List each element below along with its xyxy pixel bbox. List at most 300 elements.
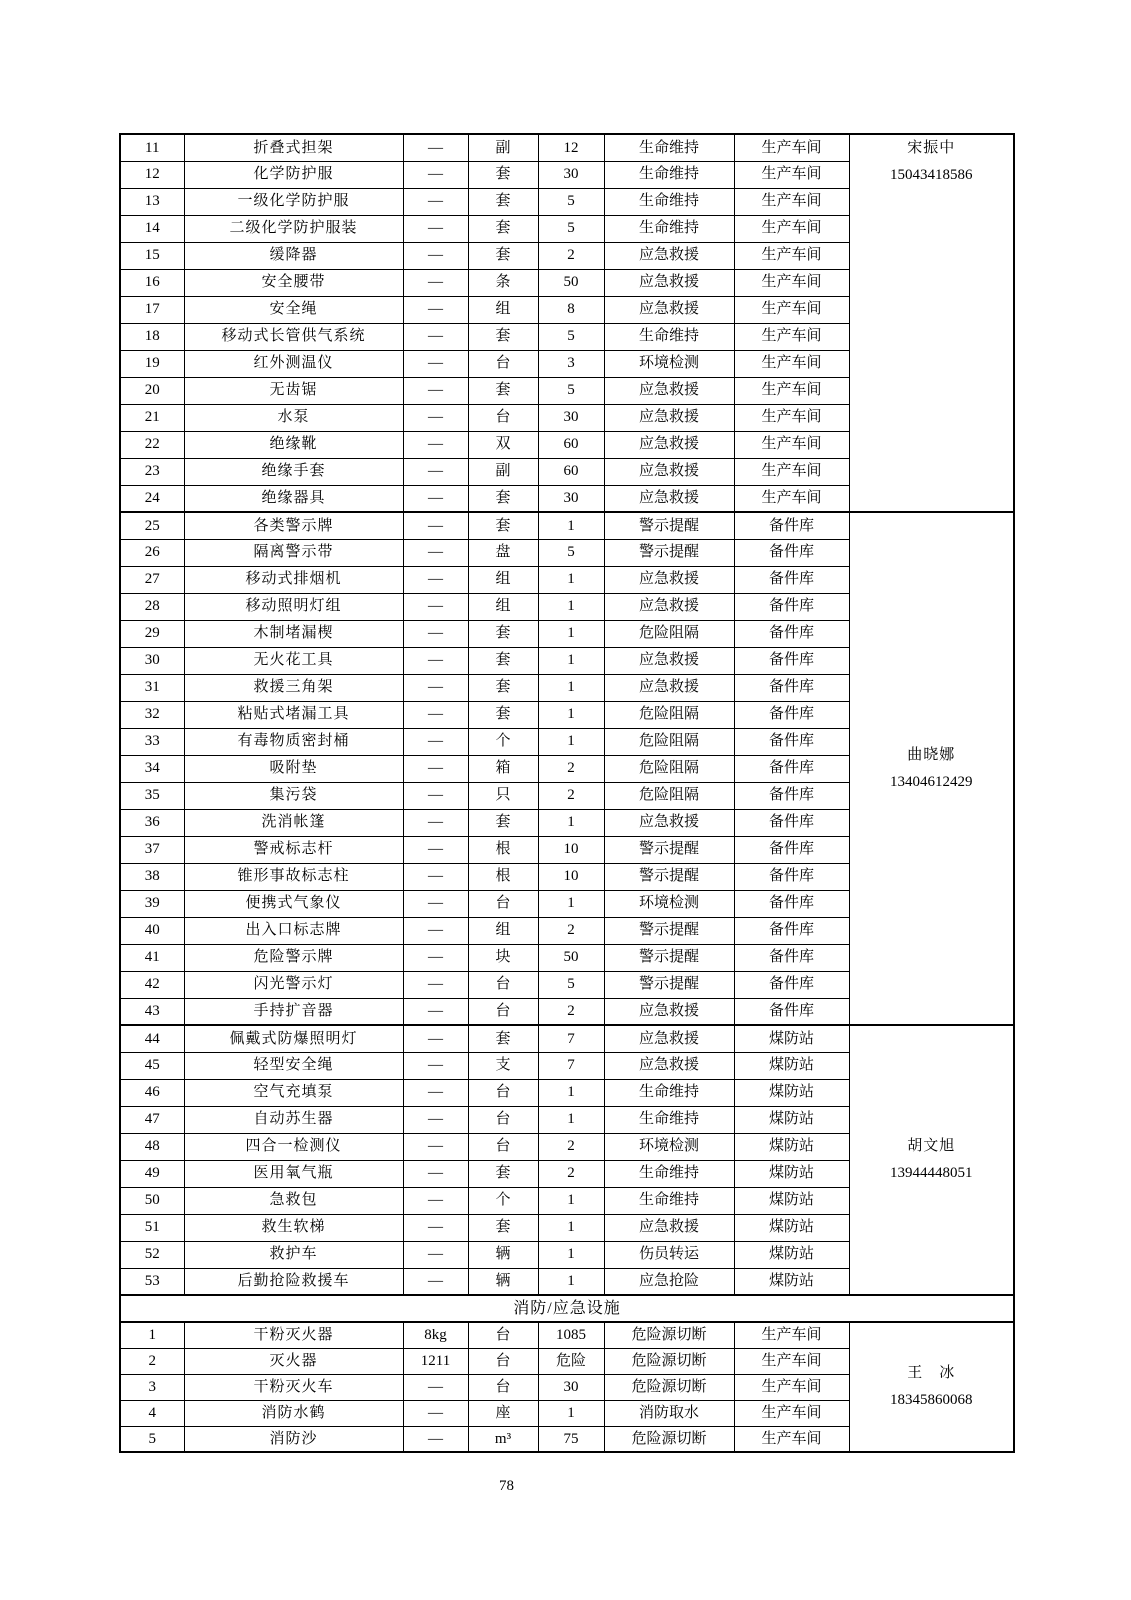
- cell-purpose: 警示提醒: [604, 512, 734, 539]
- equipment-table-body: [120, 134, 1014, 1452]
- cell-qty: 5: [538, 539, 604, 566]
- cell-location: 煤防站: [734, 1160, 849, 1187]
- cell-qty: 1: [538, 1268, 604, 1295]
- cell-purpose: 生命维持: [604, 1106, 734, 1133]
- cell-purpose: 生命维持: [604, 215, 734, 242]
- cell-spec: —: [403, 431, 468, 458]
- cell-name: 一级化学防护服: [184, 188, 403, 215]
- cell-location: 生产车间: [734, 215, 849, 242]
- cell-name: 出入口标志牌: [184, 917, 403, 944]
- cell-name: 救援三角架: [184, 674, 403, 701]
- cell-qty: 2: [538, 1133, 604, 1160]
- cell-unit: 套: [468, 620, 538, 647]
- cell-purpose: 生命维持: [604, 1079, 734, 1106]
- cell-unit: 台: [468, 971, 538, 998]
- cell-spec: —: [403, 917, 468, 944]
- cell-spec: —: [403, 971, 468, 998]
- cell-purpose: 危险源切断: [604, 1426, 734, 1452]
- cell-num: 1: [120, 1322, 184, 1348]
- cell-unit: 台: [468, 1079, 538, 1106]
- contact-name: 宋振中: [907, 140, 956, 156]
- cell-qty: 7: [538, 1025, 604, 1052]
- cell-spec: 8kg: [403, 1322, 468, 1348]
- cell-qty: 1: [538, 620, 604, 647]
- cell-spec: —: [403, 1374, 468, 1400]
- cell-location: 煤防站: [734, 1214, 849, 1241]
- cell-unit: 组: [468, 566, 538, 593]
- cell-location: 备件库: [734, 701, 849, 728]
- cell-location: 备件库: [734, 566, 849, 593]
- cell-num: 11: [120, 134, 184, 161]
- cell-spec: —: [403, 647, 468, 674]
- cell-num: 31: [120, 674, 184, 701]
- cell-purpose: 生命维持: [604, 1160, 734, 1187]
- cell-name: 移动照明灯组: [184, 593, 403, 620]
- cell-location: 备件库: [734, 620, 849, 647]
- cell-spec: —: [403, 485, 468, 512]
- cell-name: 集污袋: [184, 782, 403, 809]
- cell-purpose: 警示提醒: [604, 836, 734, 863]
- cell-purpose: 应急救援: [604, 485, 734, 512]
- cell-name: 危险警示牌: [184, 944, 403, 971]
- cell-qty: 5: [538, 971, 604, 998]
- cell-name: 水泵: [184, 404, 403, 431]
- cell-purpose: 应急救援: [604, 998, 734, 1025]
- cell-name: 红外测温仪: [184, 350, 403, 377]
- cell-spec: —: [403, 539, 468, 566]
- cell-location: 备件库: [734, 890, 849, 917]
- cell-location: 备件库: [734, 593, 849, 620]
- cell-name: 安全绳: [184, 296, 403, 323]
- cell-name: 干粉灭火车: [184, 1374, 403, 1400]
- cell-location: 生产车间: [734, 269, 849, 296]
- cell-location: 生产车间: [734, 431, 849, 458]
- cell-spec: —: [403, 998, 468, 1025]
- cell-name: 轻型安全绳: [184, 1052, 403, 1079]
- cell-unit: 套: [468, 1214, 538, 1241]
- cell-num: 47: [120, 1106, 184, 1133]
- cell-unit: 条: [468, 269, 538, 296]
- cell-name: 医用氧气瓶: [184, 1160, 403, 1187]
- cell-unit: 块: [468, 944, 538, 971]
- contact-cell: [849, 1025, 1014, 1295]
- cell-name: 洗消帐篷: [184, 809, 403, 836]
- cell-purpose: 应急救援: [604, 1025, 734, 1052]
- cell-name: 救护车: [184, 1241, 403, 1268]
- cell-unit: 台: [468, 1133, 538, 1160]
- cell-unit: 箱: [468, 755, 538, 782]
- cell-spec: —: [403, 1025, 468, 1052]
- cell-location: 生产车间: [734, 161, 849, 188]
- cell-unit: 个: [468, 728, 538, 755]
- cell-qty: 3: [538, 350, 604, 377]
- cell-qty: 30: [538, 1374, 604, 1400]
- cell-num: 27: [120, 566, 184, 593]
- cell-name: 绝缘手套: [184, 458, 403, 485]
- cell-num: 37: [120, 836, 184, 863]
- cell-location: 备件库: [734, 917, 849, 944]
- contact-phone: 13404612429: [890, 773, 973, 790]
- cell-location: 生产车间: [734, 377, 849, 404]
- cell-location: 备件库: [734, 755, 849, 782]
- cell-spec: —: [403, 863, 468, 890]
- cell-num: 4: [120, 1400, 184, 1426]
- cell-unit: 双: [468, 431, 538, 458]
- cell-name: 缓降器: [184, 242, 403, 269]
- cell-purpose: 环境检测: [604, 890, 734, 917]
- cell-location: 备件库: [734, 836, 849, 863]
- cell-unit: 台: [468, 1322, 538, 1348]
- cell-num: 21: [120, 404, 184, 431]
- cell-spec: —: [403, 1426, 468, 1452]
- cell-qty: 75: [538, 1426, 604, 1452]
- cell-location: 生产车间: [734, 1400, 849, 1426]
- cell-qty: 50: [538, 944, 604, 971]
- cell-num: 44: [120, 1025, 184, 1052]
- cell-purpose: 危险源切断: [604, 1348, 734, 1374]
- cell-qty: 5: [538, 188, 604, 215]
- cell-location: 煤防站: [734, 1052, 849, 1079]
- cell-location: 生产车间: [734, 323, 849, 350]
- cell-spec: —: [403, 377, 468, 404]
- cell-unit: 套: [468, 647, 538, 674]
- cell-name: 折叠式担架: [184, 134, 403, 161]
- cell-name: 无齿锯: [184, 377, 403, 404]
- cell-location: 备件库: [734, 728, 849, 755]
- cell-unit: 套: [468, 215, 538, 242]
- cell-unit: 副: [468, 458, 538, 485]
- cell-purpose: 危险阻隔: [604, 620, 734, 647]
- cell-num: 20: [120, 377, 184, 404]
- cell-spec: —: [403, 1133, 468, 1160]
- cell-num: 36: [120, 809, 184, 836]
- cell-location: 备件库: [734, 944, 849, 971]
- cell-location: 生产车间: [734, 296, 849, 323]
- cell-unit: 台: [468, 404, 538, 431]
- cell-num: 14: [120, 215, 184, 242]
- cell-qty: 10: [538, 836, 604, 863]
- cell-num: 51: [120, 1214, 184, 1241]
- cell-name: 各类警示牌: [184, 512, 403, 539]
- cell-num: 17: [120, 296, 184, 323]
- cell-purpose: 危险源切断: [604, 1322, 734, 1348]
- cell-num: 42: [120, 971, 184, 998]
- cell-qty: 1085: [538, 1322, 604, 1348]
- cell-spec: —: [403, 350, 468, 377]
- cell-num: 35: [120, 782, 184, 809]
- cell-qty: 2: [538, 1160, 604, 1187]
- cell-spec: —: [403, 458, 468, 485]
- cell-spec: —: [403, 944, 468, 971]
- cell-num: 29: [120, 620, 184, 647]
- table-row: [120, 1025, 1014, 1052]
- cell-name: 救生软梯: [184, 1214, 403, 1241]
- cell-unit: 个: [468, 1187, 538, 1214]
- cell-spec: —: [403, 215, 468, 242]
- cell-name: 有毒物质密封桶: [184, 728, 403, 755]
- cell-purpose: 伤员转运: [604, 1241, 734, 1268]
- cell-num: 5: [120, 1426, 184, 1452]
- cell-num: 39: [120, 890, 184, 917]
- cell-purpose: 生命维持: [604, 188, 734, 215]
- cell-location: 煤防站: [734, 1025, 849, 1052]
- cell-qty: 30: [538, 485, 604, 512]
- cell-location: 煤防站: [734, 1241, 849, 1268]
- cell-num: 23: [120, 458, 184, 485]
- cell-name: 四合一检测仪: [184, 1133, 403, 1160]
- contact-cell: [849, 512, 1014, 1025]
- cell-spec: —: [403, 755, 468, 782]
- cell-qty: 1: [538, 1241, 604, 1268]
- cell-num: 52: [120, 1241, 184, 1268]
- cell-num: 13: [120, 188, 184, 215]
- cell-unit: 套: [468, 1160, 538, 1187]
- contact-name: 曲晓娜: [907, 746, 956, 763]
- cell-unit: 套: [468, 809, 538, 836]
- cell-location: 备件库: [734, 539, 849, 566]
- cell-num: 53: [120, 1268, 184, 1295]
- cell-unit: 根: [468, 863, 538, 890]
- cell-qty: 5: [538, 215, 604, 242]
- cell-purpose: 应急救援: [604, 1052, 734, 1079]
- cell-name: 自动苏生器: [184, 1106, 403, 1133]
- cell-location: 备件库: [734, 998, 849, 1025]
- contact-phone: 15043418586: [890, 167, 973, 183]
- cell-spec: —: [403, 404, 468, 431]
- cell-num: 49: [120, 1160, 184, 1187]
- cell-purpose: 应急救援: [604, 431, 734, 458]
- cell-qty: 1: [538, 512, 604, 539]
- cell-spec: —: [403, 620, 468, 647]
- cell-num: 33: [120, 728, 184, 755]
- cell-purpose: 生命维持: [604, 161, 734, 188]
- cell-unit: 套: [468, 161, 538, 188]
- cell-location: 生产车间: [734, 404, 849, 431]
- cell-spec: —: [403, 134, 468, 161]
- contact-phone: 18345860068: [890, 1392, 973, 1408]
- cell-name: 锥形事故标志柱: [184, 863, 403, 890]
- cell-qty: 10: [538, 863, 604, 890]
- cell-unit: 组: [468, 917, 538, 944]
- cell-qty: 2: [538, 242, 604, 269]
- cell-spec: —: [403, 566, 468, 593]
- cell-num: 16: [120, 269, 184, 296]
- cell-location: 备件库: [734, 971, 849, 998]
- cell-qty: 1: [538, 1214, 604, 1241]
- cell-spec: —: [403, 782, 468, 809]
- cell-unit: 根: [468, 836, 538, 863]
- table-row: [120, 512, 1014, 539]
- cell-name: 绝缘器具: [184, 485, 403, 512]
- contact-name: 王 冰: [907, 1365, 956, 1381]
- cell-qty: 1: [538, 890, 604, 917]
- cell-spec: —: [403, 674, 468, 701]
- cell-purpose: 应急救援: [604, 404, 734, 431]
- cell-purpose: 应急救援: [604, 1214, 734, 1241]
- cell-purpose: 应急救援: [604, 242, 734, 269]
- cell-location: 煤防站: [734, 1106, 849, 1133]
- cell-unit: 台: [468, 998, 538, 1025]
- cell-location: 生产车间: [734, 1374, 849, 1400]
- cell-purpose: 危险阻隔: [604, 728, 734, 755]
- cell-num: 25: [120, 512, 184, 539]
- cell-location: 煤防站: [734, 1268, 849, 1295]
- cell-purpose: 警示提醒: [604, 863, 734, 890]
- cell-qty: 12: [538, 134, 604, 161]
- cell-purpose: 应急救援: [604, 269, 734, 296]
- cell-num: 28: [120, 593, 184, 620]
- cell-purpose: 生命维持: [604, 323, 734, 350]
- cell-purpose: 警示提醒: [604, 917, 734, 944]
- cell-location: 备件库: [734, 647, 849, 674]
- table-row: [120, 1295, 1014, 1322]
- cell-unit: 盘: [468, 539, 538, 566]
- cell-location: 备件库: [734, 674, 849, 701]
- cell-spec: —: [403, 593, 468, 620]
- cell-name: 干粉灭火器: [184, 1322, 403, 1348]
- cell-qty: 1: [538, 1106, 604, 1133]
- cell-unit: 套: [468, 512, 538, 539]
- cell-location: 生产车间: [734, 188, 849, 215]
- cell-purpose: 生命维持: [604, 1187, 734, 1214]
- cell-qty: 1: [538, 593, 604, 620]
- cell-unit: 辆: [468, 1241, 538, 1268]
- cell-spec: —: [403, 1268, 468, 1295]
- cell-qty: 5: [538, 323, 604, 350]
- cell-location: 煤防站: [734, 1187, 849, 1214]
- cell-num: 3: [120, 1374, 184, 1400]
- cell-location: 备件库: [734, 512, 849, 539]
- cell-unit: 套: [468, 485, 538, 512]
- cell-purpose: 应急救援: [604, 377, 734, 404]
- cell-name: 便携式气象仪: [184, 890, 403, 917]
- cell-spec: —: [403, 188, 468, 215]
- cell-num: 48: [120, 1133, 184, 1160]
- cell-name: 警戒标志杆: [184, 836, 403, 863]
- cell-num: 40: [120, 917, 184, 944]
- cell-name: 闪光警示灯: [184, 971, 403, 998]
- cell-unit: 辆: [468, 1268, 538, 1295]
- cell-location: 煤防站: [734, 1079, 849, 1106]
- cell-spec: —: [403, 890, 468, 917]
- cell-spec: —: [403, 836, 468, 863]
- cell-purpose: 警示提醒: [604, 944, 734, 971]
- cell-num: 45: [120, 1052, 184, 1079]
- cell-num: 43: [120, 998, 184, 1025]
- cell-spec: —: [403, 296, 468, 323]
- cell-location: 生产车间: [734, 1348, 849, 1374]
- cell-location: 生产车间: [734, 458, 849, 485]
- cell-qty: 2: [538, 782, 604, 809]
- cell-purpose: 环境检测: [604, 1133, 734, 1160]
- cell-qty: 60: [538, 458, 604, 485]
- cell-num: 22: [120, 431, 184, 458]
- cell-name: 佩戴式防爆照明灯: [184, 1025, 403, 1052]
- cell-num: 2: [120, 1348, 184, 1374]
- cell-unit: 套: [468, 701, 538, 728]
- cell-num: 15: [120, 242, 184, 269]
- table-row: [120, 134, 1014, 161]
- equipment-table: [119, 133, 1015, 1453]
- cell-qty: 1: [538, 809, 604, 836]
- cell-unit: 副: [468, 134, 538, 161]
- cell-qty: 1: [538, 701, 604, 728]
- cell-unit: 套: [468, 242, 538, 269]
- cell-num: 41: [120, 944, 184, 971]
- cell-num: 18: [120, 323, 184, 350]
- cell-spec: —: [403, 269, 468, 296]
- cell-purpose: 警示提醒: [604, 539, 734, 566]
- cell-spec: —: [403, 161, 468, 188]
- cell-purpose: 应急救援: [604, 647, 734, 674]
- cell-qty: 2: [538, 755, 604, 782]
- cell-location: 生产车间: [734, 134, 849, 161]
- cell-spec: —: [403, 1079, 468, 1106]
- cell-spec: —: [403, 1106, 468, 1133]
- cell-name: 无火花工具: [184, 647, 403, 674]
- cell-num: 32: [120, 701, 184, 728]
- cell-name: 安全腰带: [184, 269, 403, 296]
- cell-num: 24: [120, 485, 184, 512]
- cell-unit: 套: [468, 188, 538, 215]
- table-row: [120, 1322, 1014, 1348]
- cell-location: 备件库: [734, 809, 849, 836]
- cell-location: 生产车间: [734, 242, 849, 269]
- cell-location: 备件库: [734, 782, 849, 809]
- cell-spec: —: [403, 323, 468, 350]
- cell-qty: 2: [538, 917, 604, 944]
- page-number: 78: [499, 1478, 514, 1494]
- cell-purpose: 应急救援: [604, 296, 734, 323]
- cell-unit: 台: [468, 1348, 538, 1374]
- cell-spec: —: [403, 1160, 468, 1187]
- cell-spec: —: [403, 1187, 468, 1214]
- cell-location: 煤防站: [734, 1133, 849, 1160]
- cell-location: 生产车间: [734, 1426, 849, 1452]
- cell-unit: 台: [468, 890, 538, 917]
- cell-spec: —: [403, 1400, 468, 1426]
- cell-name: 隔离警示带: [184, 539, 403, 566]
- cell-num: 12: [120, 161, 184, 188]
- cell-unit: 支: [468, 1052, 538, 1079]
- cell-num: 46: [120, 1079, 184, 1106]
- cell-spec: —: [403, 242, 468, 269]
- cell-spec: —: [403, 1241, 468, 1268]
- cell-purpose: 危险阻隔: [604, 755, 734, 782]
- cell-unit: 台: [468, 1106, 538, 1133]
- cell-location: 生产车间: [734, 485, 849, 512]
- cell-qty: 1: [538, 1400, 604, 1426]
- cell-qty: 30: [538, 404, 604, 431]
- cell-unit: 套: [468, 377, 538, 404]
- cell-qty: 1: [538, 728, 604, 755]
- cell-spec: —: [403, 809, 468, 836]
- cell-num: 50: [120, 1187, 184, 1214]
- cell-purpose: 应急救援: [604, 593, 734, 620]
- cell-purpose: 危险源切断: [604, 1374, 734, 1400]
- cell-location: 生产车间: [734, 350, 849, 377]
- contact-phone: 13944448051: [890, 1165, 973, 1181]
- cell-purpose: 生命维持: [604, 134, 734, 161]
- contact-cell: [849, 1322, 1014, 1452]
- cell-qty: 1: [538, 566, 604, 593]
- cell-qty: 8: [538, 296, 604, 323]
- cell-unit: 座: [468, 1400, 538, 1426]
- cell-purpose: 警示提醒: [604, 971, 734, 998]
- cell-unit: 组: [468, 296, 538, 323]
- cell-qty: 1: [538, 1079, 604, 1106]
- cell-name: 移动式排烟机: [184, 566, 403, 593]
